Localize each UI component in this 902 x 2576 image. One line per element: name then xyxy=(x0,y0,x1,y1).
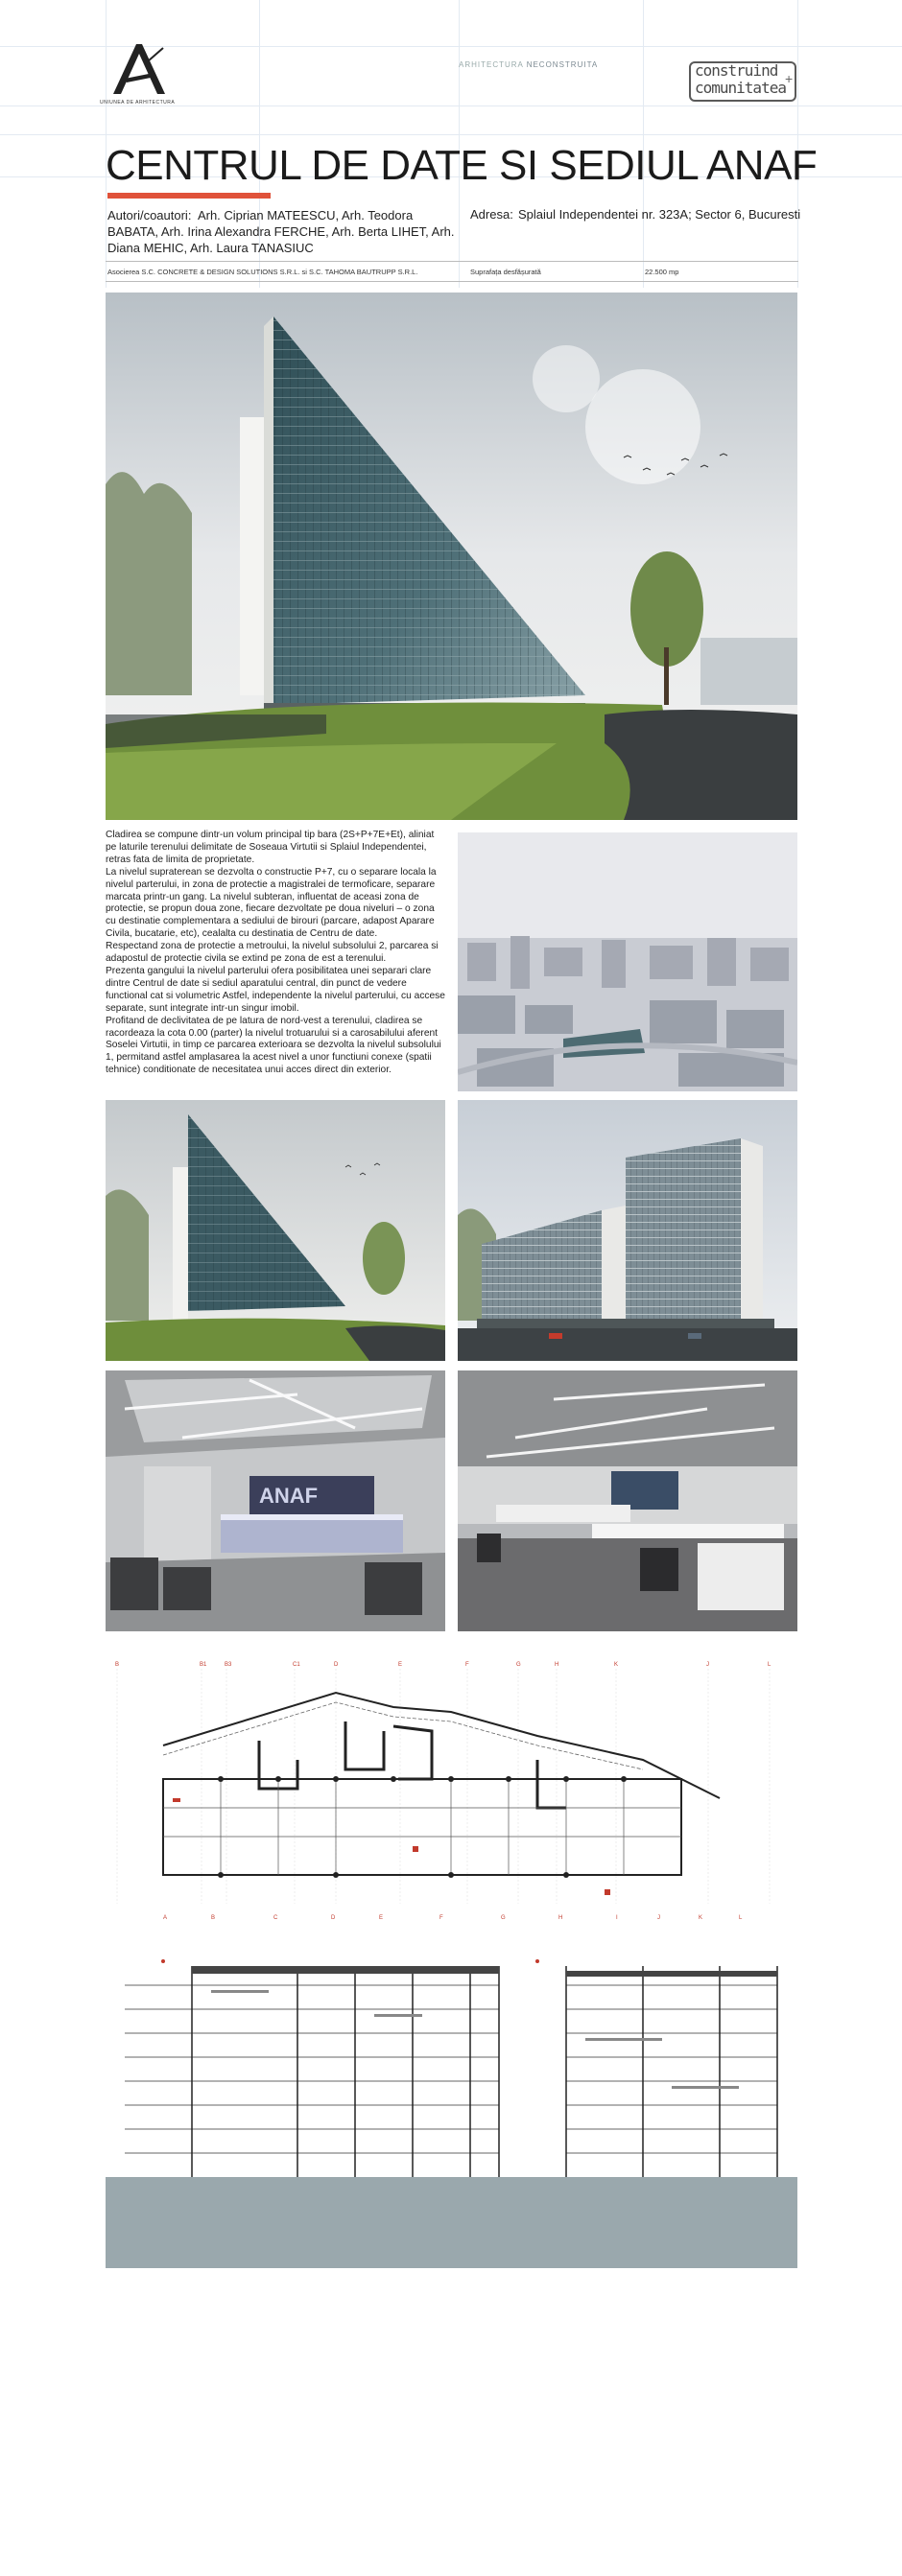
grid-axis-label: F xyxy=(439,1915,443,1921)
uar-logo xyxy=(106,40,173,98)
divider xyxy=(106,261,798,262)
logo-caption: UNIUNEA DE ARHITECTURA xyxy=(100,100,176,105)
grid-axis-label: K xyxy=(699,1915,703,1921)
lobby-sign-text: ANAF xyxy=(259,1484,319,1508)
grid-axis-label: F xyxy=(465,1662,469,1668)
grid-axis-label: B xyxy=(115,1662,120,1668)
grid-axis-label: B3 xyxy=(225,1662,232,1668)
grid-axis-label: L xyxy=(768,1662,771,1668)
title-accent-bar xyxy=(107,193,271,199)
grid-axis-label: C1 xyxy=(293,1662,300,1668)
grid-axis-label: G xyxy=(501,1915,506,1921)
office-interior-image xyxy=(458,1370,797,1631)
grid-axis-label: E xyxy=(398,1662,403,1668)
grid-line xyxy=(0,105,902,106)
plus-icon: + xyxy=(785,71,794,86)
grid-axis-label: H xyxy=(558,1915,563,1921)
grid-axis-label: I xyxy=(616,1915,618,1921)
grid-axis-label: B xyxy=(211,1915,216,1921)
project-description xyxy=(106,830,447,1077)
grid-axis-label: C xyxy=(273,1915,278,1921)
category-name: NECONSTRUITA xyxy=(526,60,599,69)
grid-axis-label: E xyxy=(379,1915,384,1921)
description-paragraph: Prezenta gangului la nivelul parterului ofera posibilitatea unei separari clare dintre Centrul de date si sediul aparatului central, din punct de vedere functional cat si volumetric Astfel, independente la nivelul parterului, cu accese separate, sunt integrate intr-un singur imobil. xyxy=(106,965,445,1014)
description-paragraph: Respectand zona de protectie a metroului, la nivelul subsolului 2, parcarea si adapostul de protectie civila se extind pe zona de est a terenului. xyxy=(106,941,439,965)
grid-axis-label: J xyxy=(657,1915,660,1921)
aerial-view-image xyxy=(458,832,797,1091)
description-paragraph: Cladirea se compune dintr-un volum principal tip bara (2S+P+7E+Et), aliniat pe laturile terenului delimitate de Soseaua Virtutii si Splaiul Independentei, retras fata de limita de proprietate. xyxy=(106,830,435,865)
lobby-interior-image xyxy=(106,1370,445,1631)
badge-line-2: comunitatea xyxy=(695,79,786,97)
description-paragraph: Profitand de declivitatea de pe latura de nord-vest a terenului, cladirea se racordeaza la cota 0.00 (parter) la nivelul trotuarului si a carosabilului aferent Soselei Virtutii, in timp ce parcarea exterioara se dezvolta la nivelul subsolului 1, permitand astfel amplasarea la acest nivel a unor functiuni conexe (spatii tehnice) conditionate de necesitatea unui acces direct din exterior. xyxy=(106,1015,441,1076)
grid-axis-label: J xyxy=(706,1662,709,1668)
description-paragraph: La nivelul supraterean se dezvolta o constructie P+7, cu o separare locala la nivelul parterului, in zona de protectie a magistralei de termoficare, separare marcata printr-un gang. La nivelul subteran, influentat de aceasi zona de protectie, se propun doua zone, fiecare dezvoltate pe doua niveluri – o zona cu destinatie complementara a sediului de birouri (parcare, adapost Aparare Civila, bucatarie, etc), cealalta cu destinatia de Centru de date. xyxy=(106,866,437,940)
floor-plan-drawing xyxy=(106,1654,797,1928)
grid-axis-label: H xyxy=(555,1662,559,1668)
grid-axis-label: D xyxy=(331,1915,336,1921)
badge-line-1: construind xyxy=(695,61,778,80)
authors-label: Autori/coautori: xyxy=(107,208,192,222)
address-value: Splaiul Independentei nr. 323A; Sector 6, Bucuresti xyxy=(518,207,801,222)
category-label xyxy=(459,60,598,69)
building-section-drawing xyxy=(106,1947,797,2177)
grid-axis-label: D xyxy=(334,1662,339,1668)
page-title: CENTRUL DE DATE SI SEDIUL ANAF xyxy=(106,142,818,189)
surface-value: 22.500 mp xyxy=(645,268,679,276)
divider xyxy=(106,281,798,282)
grid-line xyxy=(0,134,902,135)
authors-block xyxy=(107,207,464,256)
grid-axis-label: G xyxy=(516,1662,521,1668)
grid-axis-label: B1 xyxy=(200,1662,207,1668)
main-render-image xyxy=(106,293,797,820)
render-view-3-image xyxy=(458,1100,797,1361)
section-ground-band xyxy=(106,2177,797,2268)
grid-axis-label: L xyxy=(739,1915,743,1921)
surface-label: Suprafața desfășurată xyxy=(470,268,541,276)
authors-list: Arh. Ciprian MATEESCU, Arh. Teodora BABATA, Arh. Irina Alexandra FERCHE, Arh. Berta LIHET, Arh. Diana MEHIC, Arh. Laura TANASIUC xyxy=(107,208,455,255)
category-prefix: ARHITECTURA xyxy=(459,60,524,69)
grid-axis-label: A xyxy=(163,1915,168,1921)
address-label: Adresa: xyxy=(470,207,513,222)
grid-axis-label: K xyxy=(614,1662,619,1668)
render-view-2-image xyxy=(106,1100,445,1361)
association-text: Asocierea S.C. CONCRETE & DESIGN SOLUTIONS S.R.L. si S.C. TAHOMA BAUTRUPP S.R.L. xyxy=(107,268,418,276)
